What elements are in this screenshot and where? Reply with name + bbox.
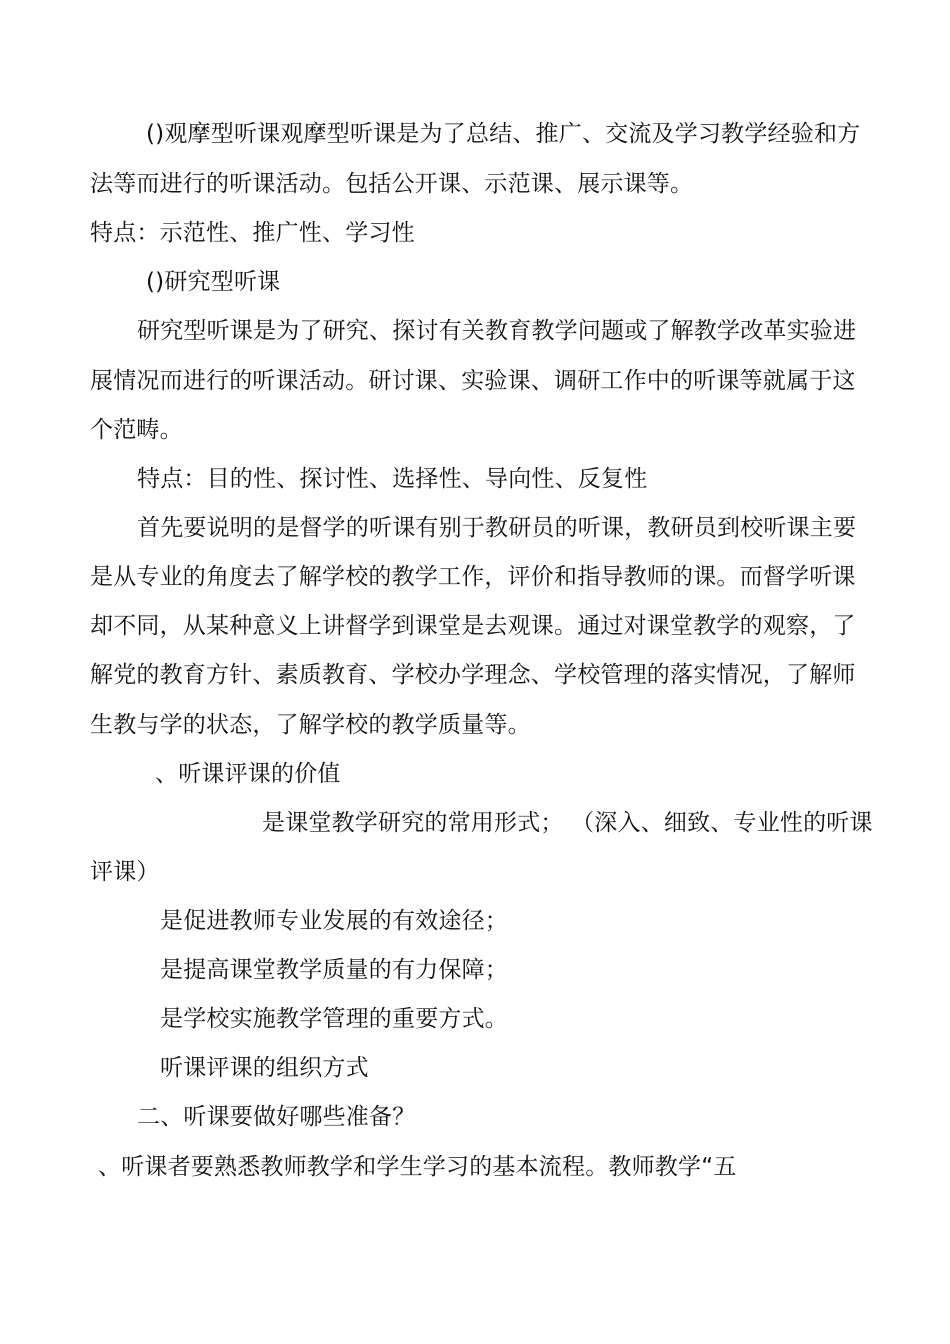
list-item: 是学校实施教学管理的重要方式。 [160,1006,508,1032]
list-item: 是提高课堂教学质量的有力保障； [160,957,508,983]
paragraph-line: 特点：示范性、推广性、学习性 [90,220,415,246]
paragraph-line: 生教与学的状态，了解学校的教学质量等。 [90,712,531,738]
list-item: 是课堂教学研究的常用形式； （深入、细致、专业性的听课 [262,810,873,836]
section-heading: ()研究型听课 [146,269,281,295]
section-heading: 、听课评课的价值 [155,761,341,787]
list-item: 是促进教师专业发展的有效途径； [160,908,508,934]
paragraph-line: 首先要说明的是督学的听课有别于教研员的听课，教研员到校听课主要 [137,515,857,541]
paragraph-line: 是从专业的角度去了解学校的教学工作，评价和指导教师的课。而督学听课 [90,564,856,590]
paragraph-line: ()观摩型听课观摩型听课是为了总结、推广、交流及学习教学经验和方 [146,121,861,147]
section-heading: 二、听课要做好哪些准备？ [137,1104,416,1130]
paragraph-line: 研究型听课是为了研究、探讨有关教育教学问题或了解教学改革实验进 [137,318,857,344]
paragraph-line: 解党的教育方针、素质教育、学校办学理念、学校管理的落实情况，了解师 [90,662,856,688]
paragraph-line: 法等而进行的听课活动。包括公开课、示范课、展示课等。 [90,171,694,197]
paragraph-line: 、听课者要熟悉教师教学和学生学习的基本流程。教师教学“五 [98,1154,737,1180]
list-item: 评课） [90,859,160,885]
paragraph-line: 却不同，从某种意义上讲督学到课堂是去观课。通过对课堂教学的观察，了 [90,613,856,639]
paragraph-line: 个范畴。 [90,417,183,443]
section-heading: 听课评课的组织方式 [160,1055,369,1081]
paragraph-line: 展情况而进行的听课活动。研讨课、实验课、调研工作中的听课等就属于这 [90,368,856,394]
paragraph-line: 特点：目的性、探讨性、选择性、导向性、反复性 [137,466,648,492]
